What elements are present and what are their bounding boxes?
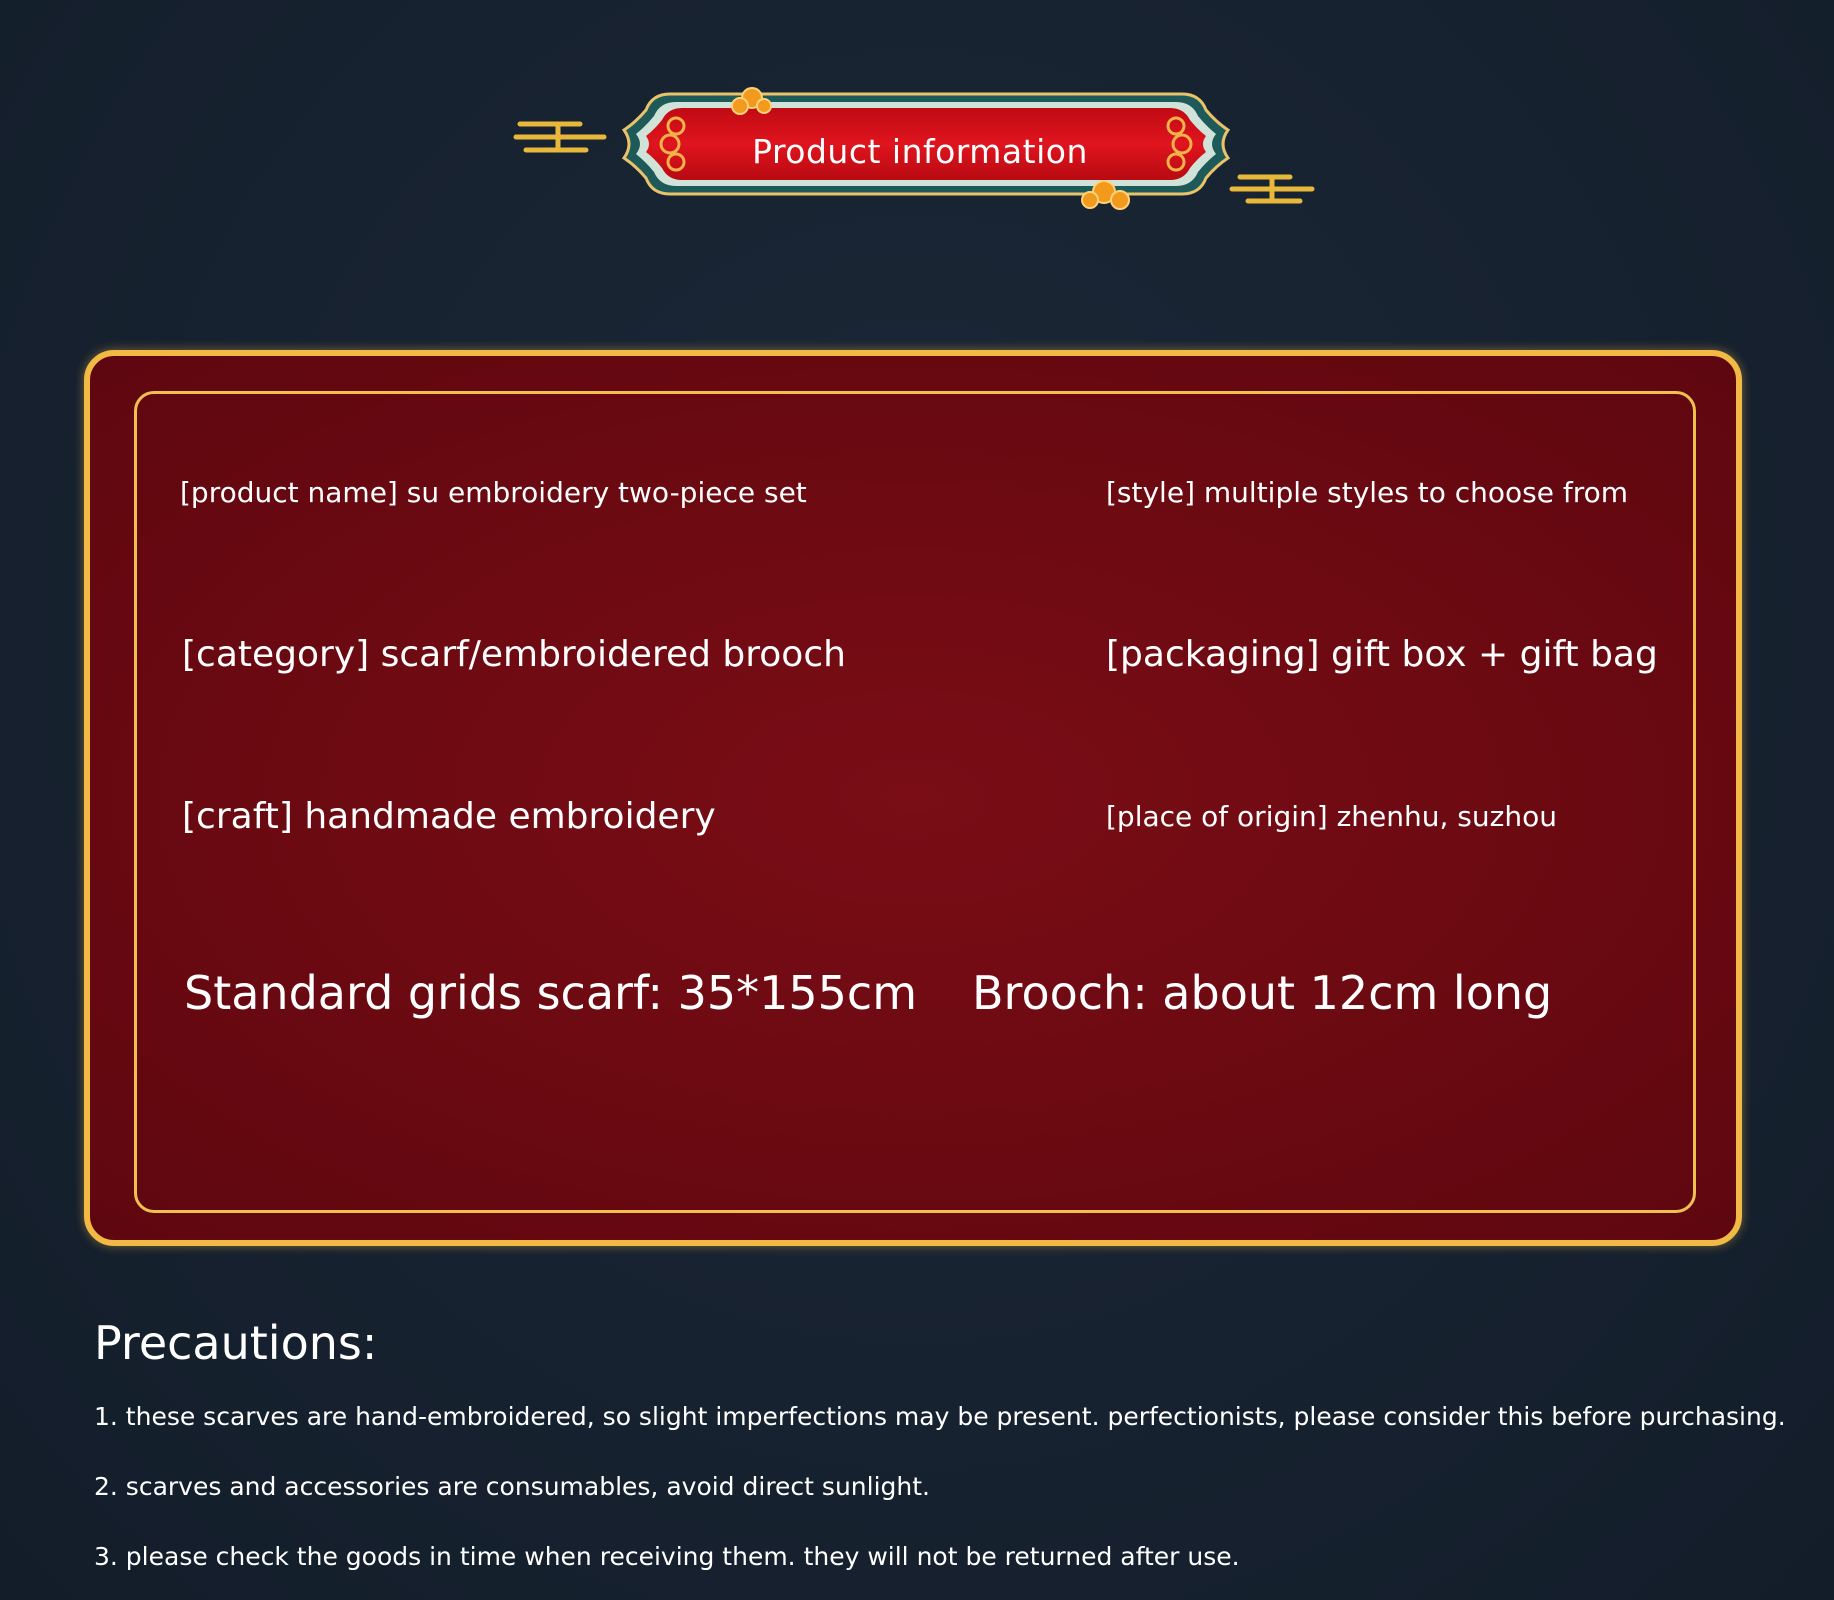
category-text: [category] scarf/embroidered brooch xyxy=(182,634,846,675)
scarf-size-text: Standard grids scarf: 35*155cm xyxy=(184,966,918,1020)
product-information-banner xyxy=(500,80,1340,240)
product-name-text: [product name] su embroidery two-piece set xyxy=(180,476,807,509)
packaging-text: [packaging] gift box + gift bag xyxy=(1106,634,1658,675)
style-text: [style] multiple styles to choose from xyxy=(1106,476,1629,509)
right-cloud-lines-icon xyxy=(1232,177,1312,201)
left-cloud-lines-icon xyxy=(516,124,604,150)
precaution-item: 2. scarves and accessories are consumables, avoid direct sunlight. xyxy=(94,1472,930,1501)
brooch-size-text: Brooch: about 12cm long xyxy=(972,966,1553,1020)
precaution-item: 3. please check the goods in time when receiving them. they will not be returned after use. xyxy=(94,1542,1240,1571)
place-of-origin-text: [place of origin] zhenhu, suzhou xyxy=(1106,800,1557,833)
precaution-item: 1. these scarves are hand-embroidered, so slight imperfections may be present. perfectionists, please consider this before purchasing. xyxy=(94,1402,1786,1431)
precautions-heading: Precautions: xyxy=(94,1316,378,1370)
craft-text: [craft] handmade embroidery xyxy=(182,796,716,837)
banner-title: Product information xyxy=(752,132,1088,171)
